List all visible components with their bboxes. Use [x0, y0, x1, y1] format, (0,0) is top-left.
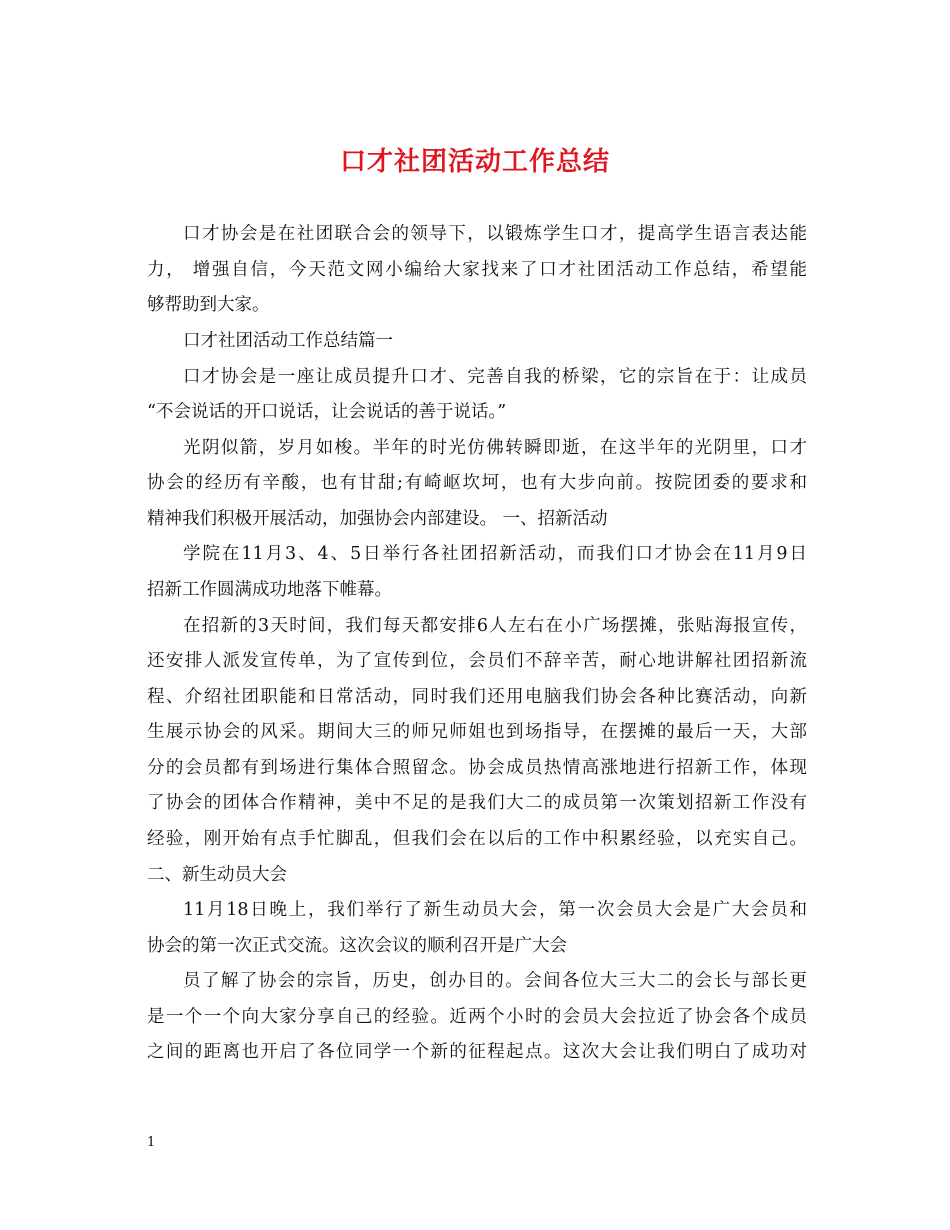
section-heading: 口才社团活动工作总结篇一 [183, 331, 393, 351]
text-line: 员了解了协会的宗旨，历史，创办目的。会间各位大三大二的会长与部长更 [183, 971, 807, 991]
text-line: 在招新的3天时间，我们每天都安排6人左右在小广场摆摊，张贴海报宣传， [183, 616, 807, 636]
text-line: 经验，刚开始有点手忙脚乱，但我们会在以后的工作中积累经验，以充实自己。 [147, 829, 807, 849]
text-line: 程、介绍社团职能和日常活动，同时我们还用电脑我们协会各种比赛活动，向新 [147, 687, 807, 707]
text-line: 是一个一个向大家分享自己的经验。近两个小时的会员大会拉近了协会各个成员 [147, 1007, 807, 1027]
text-line: 分的会员都有到场进行集体合照留念。协会成员热情高涨地进行招新工作，体现 [147, 758, 807, 778]
text-line: 生展示协会的风采。期间大三的师兄师姐也到场指导，在摆摊的最后一天，大部 [147, 722, 807, 742]
text-line: 之间的距离也开启了各位同学一个新的征程起点。这次大会让我们明白了成功对 [147, 1042, 807, 1062]
text-line: “不会说话的开口说话，让会说话的善于说话。” [147, 402, 507, 422]
text-line: 11月18日晚上，我们举行了新生动员大会，第一次会员大会是广大会员和 [183, 900, 807, 920]
section-heading: 二、新生动员大会 [147, 865, 287, 885]
document-title: 口才社团活动工作总结 [339, 147, 610, 177]
text-line: 协会的第一次正式交流。这次会议的顺利召开是广大会 [147, 936, 567, 956]
text-line: 口才协会是一座让成员提升口才、完善自我的桥梁，它的宗旨在于：让成员 [183, 367, 807, 387]
text-line: 口才协会是在社团联合会的领导下，以锻炼学生口才，提高学生语言表达能 [183, 224, 807, 244]
text-line: 光阴似箭，岁月如梭。半年的时光仿佛转瞬即逝，在这半年的光阴里，口才 [183, 438, 807, 458]
text-line: 了协会的团体合作精神，美中不足的是我们大二的成员第一次策划招新工作没有 [147, 793, 807, 813]
text-line: 还安排人派发宣传单，为了宣传到位，会员们不辞辛苦，耐心地讲解社团招新流 [147, 651, 807, 671]
text-line: 学院在11月3、4、5日举行各社团招新活动，而我们口才协会在11月9日 [183, 544, 807, 564]
text-line: 招新工作圆满成功地落下帷幕。 [147, 580, 392, 600]
text-line: 力， 增强自信，今天范文网小编给大家找来了口才社团活动工作总结，希望能 [147, 260, 807, 280]
text-line: 协会的经历有辛酸，也有甘甜;有崎岖坎坷，也有大步向前。按院团委的要求和 [147, 473, 807, 493]
text-line: 精神我们积极开展活动，加强协会内部建设。 一、招新活动 [147, 509, 608, 529]
page-number: 1 [147, 1135, 156, 1150]
text-line: 够帮助到大家。 [147, 295, 270, 315]
